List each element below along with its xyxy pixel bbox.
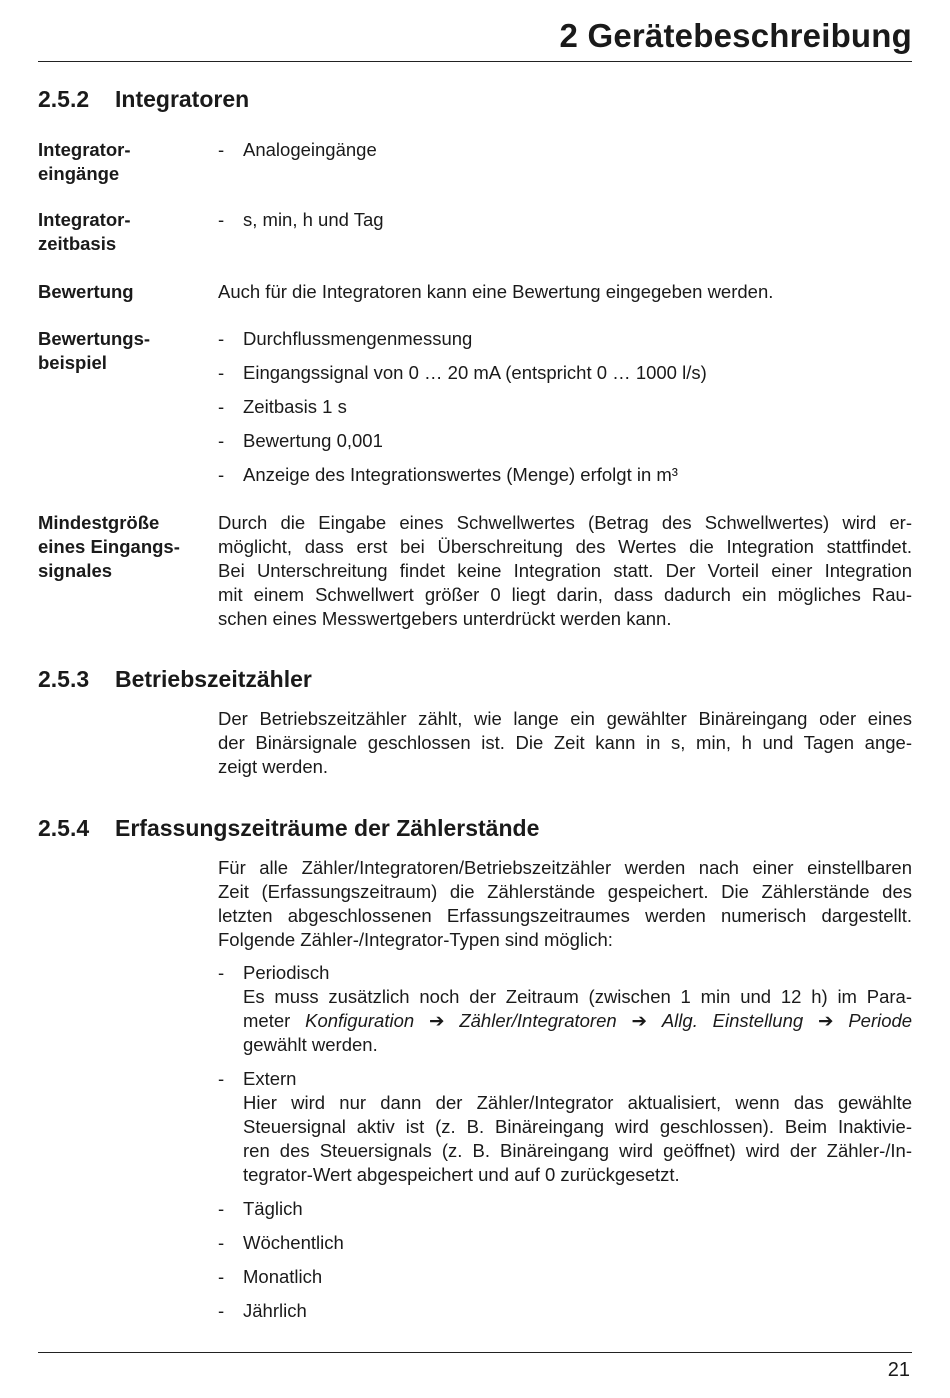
timebase-list xyxy=(218,208,912,232)
section-heading-2-5-2 xyxy=(38,84,249,114)
term-weighting: Bewertung xyxy=(38,281,134,302)
list-item-text: Bewertung 0,001 xyxy=(243,430,383,451)
counter-type-list xyxy=(218,961,912,1323)
text-line: schen eines Messwertgebers unterdrückt werden kann. xyxy=(218,608,672,629)
operating-hours-text xyxy=(218,707,912,779)
text-line: Zeit (Erfassungszeitraum) die Zählerstände gespeichert. Die Zählerstände des xyxy=(218,881,912,902)
text-line: Durch die Eingabe eines Schwellwertes (Betrag des Schwellwertes) wird er- xyxy=(218,512,912,533)
list-item xyxy=(218,327,912,351)
list-item-label: Extern xyxy=(243,1068,297,1089)
section-title: Integratoren xyxy=(115,86,250,112)
term-line: eingänge xyxy=(38,163,120,184)
chapter-title: 2 Gerätebeschreibung xyxy=(559,17,912,54)
dash-bullet: - xyxy=(218,962,225,983)
example-list xyxy=(218,327,912,487)
list-item-text: Täglich xyxy=(243,1198,303,1219)
list-item xyxy=(218,429,912,453)
dash-bullet: - xyxy=(218,464,225,485)
section-heading-2-5-4 xyxy=(38,813,539,843)
term-line: Integrator- xyxy=(38,139,131,160)
text-line: Folgende Zähler-/Integrator-Typen sind möglich: xyxy=(218,929,613,950)
term-minimum-size xyxy=(38,511,208,583)
dash-bullet: - xyxy=(218,1198,225,1219)
term-integrator-timebase xyxy=(38,208,208,256)
dash-bullet: - xyxy=(218,430,225,451)
section-title: Betriebszeitzähler xyxy=(115,666,312,692)
list-item xyxy=(218,1197,912,1221)
list-item-text: Wöchentlich xyxy=(243,1232,344,1253)
list-item-text: Anzeige des Integrationswertes (Menge) erfolgt in m³ xyxy=(243,464,678,485)
list-item-text: Durchflussmengenmessung xyxy=(243,328,473,349)
text-line: tegrator-Wert abgespeichert und auf 0 zurückgesetzt. xyxy=(243,1164,680,1185)
page-number: 21 xyxy=(887,1359,910,1381)
text-line: der Binärsignale geschlossen ist. Die Zeit kann in s, min, h und Tagen ange- xyxy=(218,732,912,753)
dash-bullet: - xyxy=(218,1300,225,1321)
text-line: letzten abgeschlossenen Erfassungszeitraumes werden numerisch dargestellt. xyxy=(218,905,912,926)
list-item-text: Jährlich xyxy=(243,1300,307,1321)
arrow-icon: ➔ xyxy=(428,1010,445,1031)
term-line: Bewertungs- xyxy=(38,328,151,349)
text-line: gewählt werden. xyxy=(243,1034,378,1055)
list-item-external xyxy=(218,1067,912,1187)
dash-bullet: - xyxy=(218,1232,225,1253)
text-line: mit einem Schwellwert größer 0 liegt darin, dass dadurch ein mögliches Rau- xyxy=(218,584,912,605)
term-weighting-example xyxy=(38,327,208,375)
menu-path-item: Konfiguration xyxy=(305,1010,415,1031)
text-line: Hier wird nur dann der Zähler/Integrator aktualisiert, wenn das gewählte xyxy=(243,1092,912,1113)
dash-bullet: - xyxy=(218,139,225,160)
text-line: Für alle Zähler/Integratoren/Betriebszeitzähler werden nach einer einstellbaren xyxy=(218,857,912,878)
menu-path-item: Allg. Einstellung xyxy=(661,1010,804,1031)
list-item-text: s, min, h und Tag xyxy=(243,209,384,230)
term-line: signales xyxy=(38,560,113,581)
list-item-text: Zeitbasis 1 s xyxy=(243,396,347,417)
list-item xyxy=(218,1299,912,1323)
list-item-text: Analogeingänge xyxy=(243,139,377,160)
text-line: zeigt werden. xyxy=(218,756,329,777)
section-number: 2.5.3 xyxy=(38,666,90,692)
list-item xyxy=(218,463,912,487)
list-item xyxy=(218,208,912,232)
header-rule xyxy=(38,61,912,62)
minimum-size-text xyxy=(218,511,912,631)
term-integrator-inputs xyxy=(38,138,208,186)
arrow-icon: ➔ xyxy=(631,1010,648,1031)
dash-bullet: - xyxy=(218,1068,225,1089)
list-item-text: Eingangssignal von 0 … 20 mA (entspricht 0 … 1000 l/s) xyxy=(243,362,707,383)
list-item xyxy=(218,138,912,162)
list-item-periodic xyxy=(218,961,912,1057)
list-item xyxy=(218,1265,912,1289)
list-item xyxy=(218,1231,912,1255)
list-item-label: Periodisch xyxy=(243,962,330,983)
dash-bullet: - xyxy=(218,328,225,349)
list-item xyxy=(218,395,912,419)
inputs-list xyxy=(218,138,912,162)
text-line: ren des Steuersignals (z. B. Binäreingang wird geöffnet) wird der Zähler-/In- xyxy=(243,1140,912,1161)
term-line: Mindestgröße xyxy=(38,512,160,533)
section-heading-2-5-3 xyxy=(38,664,312,694)
text-line: Der Betriebszeitzähler zählt, wie lange ein gewählter Binäreingang oder eines xyxy=(218,708,912,729)
menu-path-line xyxy=(243,1009,912,1033)
term-line: beispiel xyxy=(38,352,107,373)
text-line: Bei Unterschreitung findet keine Integration statt. Der Vorteil einer Integration xyxy=(218,560,912,581)
dash-bullet: - xyxy=(218,396,225,417)
text-fragment: meter xyxy=(243,1010,291,1031)
dash-bullet: - xyxy=(218,1266,225,1287)
list-item xyxy=(218,361,912,385)
text-line: Es muss zusätzlich noch der Zeitraum (zwischen 1 min und 12 h) im Para- xyxy=(243,986,912,1007)
text-line: Steuersignal aktiv ist (z. B. Binäreingang wird geschlossen). Beim Inaktivie- xyxy=(243,1116,912,1137)
arrow-icon: ➔ xyxy=(817,1010,834,1031)
term-line: Integrator- xyxy=(38,209,131,230)
section-number: 2.5.2 xyxy=(38,86,90,112)
text-line: möglicht, dass erst bei Überschreitung des Wertes die Integration stattfindet. xyxy=(218,536,912,557)
term-line: eines Eingangs- xyxy=(38,536,180,557)
list-item-text: Monatlich xyxy=(243,1266,323,1287)
term-line: zeitbasis xyxy=(38,233,117,254)
menu-path-item: Zähler/Integratoren xyxy=(459,1010,617,1031)
acquisition-intro-text xyxy=(218,856,912,952)
menu-path-item: Periode xyxy=(848,1010,913,1031)
dash-bullet: - xyxy=(218,362,225,383)
section-number: 2.5.4 xyxy=(38,815,90,841)
dash-bullet: - xyxy=(218,209,225,230)
section-title: Erfassungszeiträume der Zählerstände xyxy=(115,815,540,841)
footer-rule xyxy=(38,1352,912,1353)
weighting-text: Auch für die Integratoren kann eine Bewertung eingegeben werden. xyxy=(218,281,774,302)
